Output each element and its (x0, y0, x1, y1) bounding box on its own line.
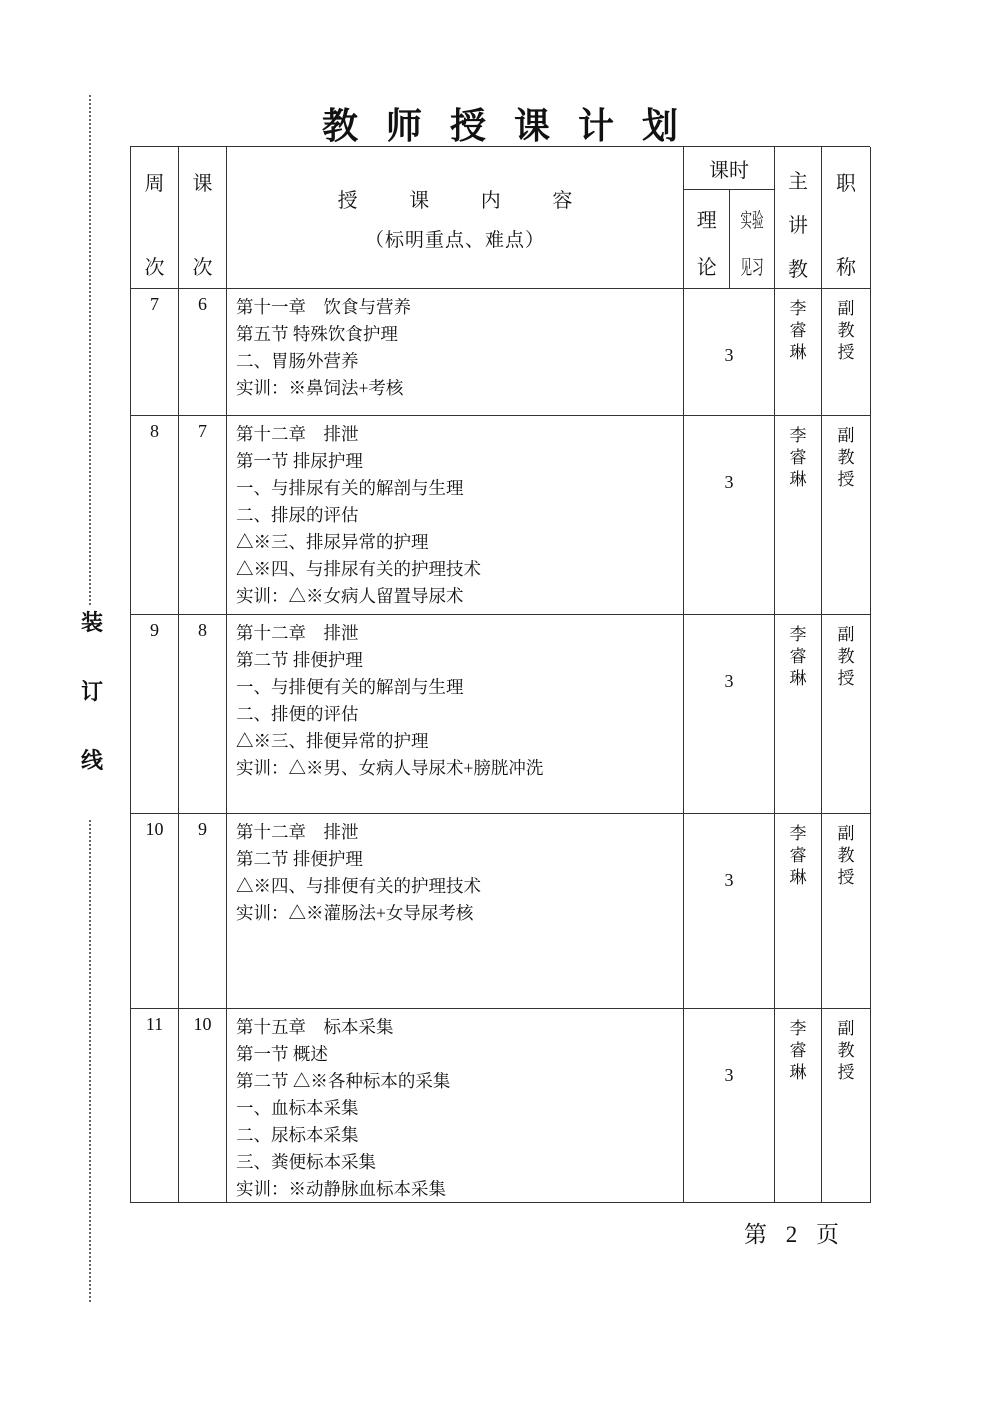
lecturer-cell (775, 1009, 822, 1203)
lecturer-char: 琳 (789, 343, 807, 362)
content-line: △※四、与排尿有关的护理技术 (236, 559, 481, 579)
content-line: 二、排便的评估 (236, 704, 359, 724)
content-line: 第十二章 排泄 (236, 424, 359, 444)
theory-hours-cell: 3 (684, 1009, 775, 1203)
page-title: 教师授课计划 (321, 105, 706, 146)
lecturer-cell (775, 615, 822, 814)
lecturer-char: 睿 (789, 647, 807, 666)
week-cell: 7 (131, 289, 179, 416)
binding-line-label (79, 612, 105, 772)
content-line: 第十二章 排泄 (236, 822, 359, 842)
content-line: 一、与排尿有关的解剖与生理 (236, 478, 464, 498)
lecturer-cell (775, 289, 822, 416)
lecturer-char: 李 (789, 299, 807, 318)
table-row (131, 289, 870, 416)
week-cell: 10 (131, 814, 179, 1009)
rank-char: 教 (837, 846, 855, 865)
lecturer-char: 睿 (789, 448, 807, 467)
rank-char: 副 (837, 426, 855, 445)
content-line: △※三、排尿异常的护理 (236, 532, 429, 552)
rank-cell (822, 416, 871, 615)
header-week (131, 147, 179, 289)
rank-cell (822, 1009, 871, 1203)
table-body (131, 289, 870, 1203)
lecturer-char: 睿 (789, 1041, 807, 1060)
theory-hours-cell: 3 (684, 289, 775, 416)
rank-cell (822, 615, 871, 814)
header-theory-top: 理 (696, 210, 717, 232)
lecturer-char: 李 (789, 1019, 807, 1038)
content-line: 第十五章 标本采集 (236, 1017, 394, 1037)
lecturer-cell (775, 814, 822, 1009)
header-lesson-top: 课 (192, 173, 213, 195)
table-header-row (131, 147, 870, 289)
lesson-cell: 10 (179, 1009, 227, 1203)
lesson-cell: 6 (179, 289, 227, 416)
table-row (131, 814, 870, 1009)
header-hours-group (684, 147, 775, 289)
binding-dotted-line-bottom (89, 820, 91, 1302)
binding-char: 线 (80, 748, 103, 773)
lecturer-char: 睿 (789, 321, 807, 340)
rank-char: 副 (837, 299, 855, 318)
content-line: 实训：※鼻饲法+考核 (236, 378, 404, 398)
header-content (227, 147, 684, 289)
lesson-cell: 8 (179, 615, 227, 814)
lecturer-char: 李 (789, 824, 807, 843)
rank-char: 副 (837, 625, 855, 644)
header-hours-subcolumns (684, 190, 774, 288)
binding-char: 装 (80, 610, 103, 635)
header-theory (684, 190, 730, 288)
rank-char: 教 (837, 647, 855, 666)
header-theory-bottom: 论 (696, 257, 717, 279)
content-line: 第十一章 饮食与营养 (236, 297, 411, 317)
content-line: 二、胃肠外营养 (236, 351, 359, 371)
header-content-line2: （标明重点、难点） (364, 229, 545, 251)
header-lesson-bottom: 次 (192, 257, 213, 279)
header-content-line1: 授 课 内 容 (337, 189, 573, 212)
content-line: △※四、与排便有关的护理技术 (236, 876, 481, 896)
header-lesson (179, 147, 227, 289)
rank-cell (822, 814, 871, 1009)
lecturer-cell (775, 416, 822, 615)
content-line: 第五节 特殊饮食护理 (236, 324, 398, 344)
content-line: 二、尿标本采集 (236, 1125, 359, 1145)
content-cell (227, 615, 684, 814)
theory-hours-cell: 3 (684, 814, 775, 1009)
header-lecturer-char: 主 (788, 171, 808, 193)
header-lecturer-char: 教 (788, 259, 808, 281)
content-line: △※三、排便异常的护理 (236, 731, 429, 751)
content-line: 三、粪便标本采集 (236, 1152, 376, 1172)
rank-char: 教 (837, 1041, 855, 1060)
content-line: 第一节 排尿护理 (236, 451, 363, 471)
lecturer-char: 琳 (789, 868, 807, 887)
content-cell (227, 814, 684, 1009)
lecturer-char: 琳 (789, 470, 807, 489)
content-line: 一、血标本采集 (236, 1098, 359, 1118)
rank-char: 授 (837, 470, 855, 489)
content-cell (227, 416, 684, 615)
week-cell: 8 (131, 416, 179, 615)
content-line: 实训：△※女病人留置导尿术 (236, 586, 464, 606)
lesson-plan-table (130, 146, 870, 1203)
theory-hours-cell: 3 (684, 615, 775, 814)
rank-char: 教 (837, 321, 855, 340)
page-number: 第 2 页 (744, 1222, 839, 1247)
lecturer-char: 琳 (789, 1063, 807, 1082)
header-practice-bottom: 见习 (740, 257, 764, 279)
rank-char: 授 (837, 343, 855, 362)
rank-char: 授 (837, 868, 855, 887)
binding-dotted-line-top (89, 95, 91, 605)
lecturer-char: 睿 (789, 846, 807, 865)
week-cell: 11 (131, 1009, 179, 1203)
content-cell (227, 1009, 684, 1203)
content-line: 二、排尿的评估 (236, 505, 359, 525)
header-lecturer-char: 讲 (788, 215, 808, 237)
header-week-bottom: 次 (144, 257, 165, 279)
rank-char: 授 (837, 669, 855, 688)
lecturer-char: 李 (789, 625, 807, 644)
table-row (131, 1009, 870, 1203)
content-line: 第一节 概述 (236, 1044, 328, 1064)
content-line: 一、与排便有关的解剖与生理 (236, 677, 464, 697)
content-line: 实训：※动静脉血标本采集 (236, 1179, 446, 1199)
header-week-top: 周 (144, 173, 165, 195)
week-cell: 9 (131, 615, 179, 814)
rank-char: 教 (837, 448, 855, 467)
header-rank (822, 147, 871, 289)
content-line: 第十二章 排泄 (236, 623, 359, 643)
content-line: 实训：△※男、女病人导尿术+膀胱冲洗 (236, 758, 544, 778)
binding-char: 订 (80, 679, 103, 704)
content-line: 第二节 排便护理 (236, 650, 363, 670)
rank-cell (822, 289, 871, 416)
rank-char: 副 (837, 824, 855, 843)
content-cell (227, 289, 684, 416)
header-rank-char: 职 (836, 173, 856, 195)
lesson-cell: 9 (179, 814, 227, 1009)
header-rank-char: 称 (836, 257, 856, 279)
lecturer-char: 李 (789, 426, 807, 445)
header-hours-label: 课时 (684, 147, 774, 190)
lesson-cell: 7 (179, 416, 227, 615)
theory-hours-cell: 3 (684, 416, 775, 615)
header-lecturer (775, 147, 822, 289)
header-practice-top: 实验 (740, 210, 764, 232)
lecturer-char: 琳 (789, 669, 807, 688)
header-practice (730, 190, 774, 288)
content-line: 第二节 △※各种标本的采集 (236, 1071, 451, 1091)
content-line: 第二节 排便护理 (236, 849, 363, 869)
table-row (131, 416, 870, 615)
rank-char: 授 (837, 1063, 855, 1082)
table-row (131, 615, 870, 814)
rank-char: 副 (837, 1019, 855, 1038)
content-line: 实训：△※灌肠法+女导尿考核 (236, 903, 474, 923)
